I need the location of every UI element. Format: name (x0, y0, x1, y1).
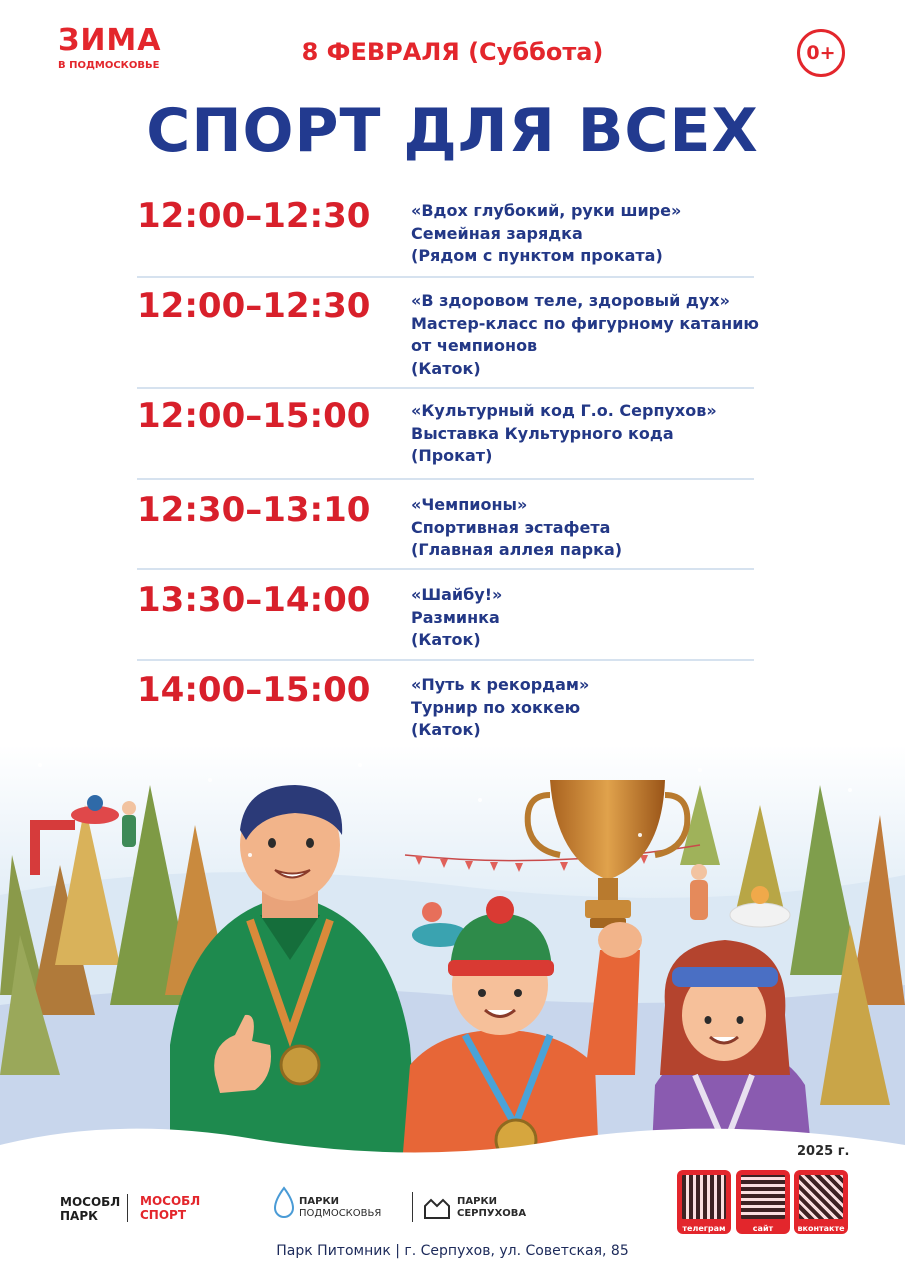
logo-divider (412, 1192, 413, 1222)
schedule-event-location: (Прокат) (411, 446, 493, 465)
schedule-event-type-cont: от чемпионов (411, 336, 538, 355)
logo-divider (127, 1194, 128, 1222)
schedule-event-title: «Вдох глубокий, руки шире» (411, 201, 682, 220)
schedule-event-type: Мастер-класс по фигурному катанию (411, 313, 759, 333)
schedule-time: 12:00–12:30 (137, 286, 371, 326)
zima-logo-subtitle: В ПОДМОСКОВЬЕ (58, 60, 160, 71)
schedule-info (411, 584, 761, 652)
schedule-time: 12:30–13:10 (137, 490, 371, 530)
qr-label: вконтакте (797, 1224, 845, 1233)
parks-mo-emblem (273, 1186, 295, 1218)
schedule-event-title: «Чемпионы» (411, 495, 528, 514)
mosobl-park-line2: ПАРК (60, 1209, 98, 1223)
schedule-event-location: (Рядом с пунктом проката) (411, 246, 663, 265)
parks-mo-line2: ПОДМОСКОВЬЯ (299, 1208, 382, 1219)
schedule-event-title: «Культурный код Г.о. Серпухов» (411, 401, 717, 420)
schedule-event-title: «Путь к рекордам» (411, 675, 590, 694)
schedule-time: 13:30–14:00 (137, 580, 371, 620)
qr-website[interactable] (736, 1170, 790, 1234)
schedule-event-location: (Каток) (411, 630, 481, 649)
parks-mo-logo (299, 1196, 381, 1220)
parks-serp-line2: СЕРПУХОВА (457, 1208, 527, 1219)
schedule-event-location: (Каток) (411, 358, 481, 378)
age-rating-badge (797, 29, 845, 77)
zima-logo: ЗИМА (58, 23, 162, 58)
schedule-event-type: Турнир по хоккею (411, 697, 581, 717)
schedule-event-title: «Шайбу!» (411, 585, 503, 604)
event-date: 8 ФЕВРАЛЯ (Суббота) (301, 38, 604, 66)
winter-sports-illustration (0, 745, 905, 1190)
qr-code-icon (680, 1173, 728, 1221)
mosobl-sport-logo (140, 1194, 200, 1222)
qr-vkontakte[interactable] (794, 1170, 848, 1234)
age-rating-text: 0+ (806, 42, 836, 64)
schedule-event-type: Семейная зарядка (411, 223, 583, 243)
parks-serpukhov-emblem (423, 1196, 451, 1224)
schedule-info (411, 400, 761, 468)
divider (137, 659, 754, 661)
building-icon (423, 1196, 451, 1220)
schedule-event-location: (Каток) (411, 720, 481, 739)
year-label: 2025 г. (797, 1144, 850, 1159)
mosobl-sport-line1: МОСОБЛ (140, 1194, 201, 1208)
schedule-info (411, 674, 761, 742)
schedule-time: 12:00–15:00 (137, 396, 371, 436)
parks-serpukhov-logo (457, 1196, 526, 1220)
page-title: СПОРТ ДЛЯ ВСЕХ (146, 96, 759, 166)
qr-label: сайт (752, 1224, 774, 1233)
schedule-event-type: Выставка Культурного кода (411, 423, 674, 443)
parks-mo-line1: ПАРКИ (299, 1196, 339, 1207)
divider (137, 478, 754, 480)
schedule-info (411, 494, 761, 562)
schedule-event-type: Спортивная эстафета (411, 517, 611, 537)
schedule-event-location: (Главная аллея парка) (411, 540, 623, 559)
schedule-info (411, 290, 761, 380)
qr-code-icon (739, 1173, 787, 1221)
tree-drop-icon (273, 1186, 295, 1218)
schedule-time: 14:00–15:00 (137, 670, 371, 710)
qr-telegram[interactable] (677, 1170, 731, 1234)
qr-code-icon (797, 1173, 845, 1221)
qr-label: телеграм (682, 1224, 726, 1233)
divider (137, 387, 754, 389)
divider (137, 276, 754, 278)
venue-address: Парк Питомник | г. Серпухов, ул. Советская, 85 (276, 1243, 629, 1259)
schedule-time: 12:00–12:30 (137, 196, 371, 236)
schedule-event-title: «В здоровом теле, здоровый дух» (411, 291, 730, 310)
mosobl-park-line1: МОСОБЛ (60, 1195, 121, 1209)
divider (137, 568, 754, 570)
schedule-info (411, 200, 761, 268)
parks-serp-line1: ПАРКИ (457, 1196, 497, 1207)
mosobl-sport-line2: СПОРТ (140, 1208, 187, 1222)
schedule-event-type: Разминка (411, 607, 500, 627)
mosobl-park-logo (60, 1195, 120, 1223)
